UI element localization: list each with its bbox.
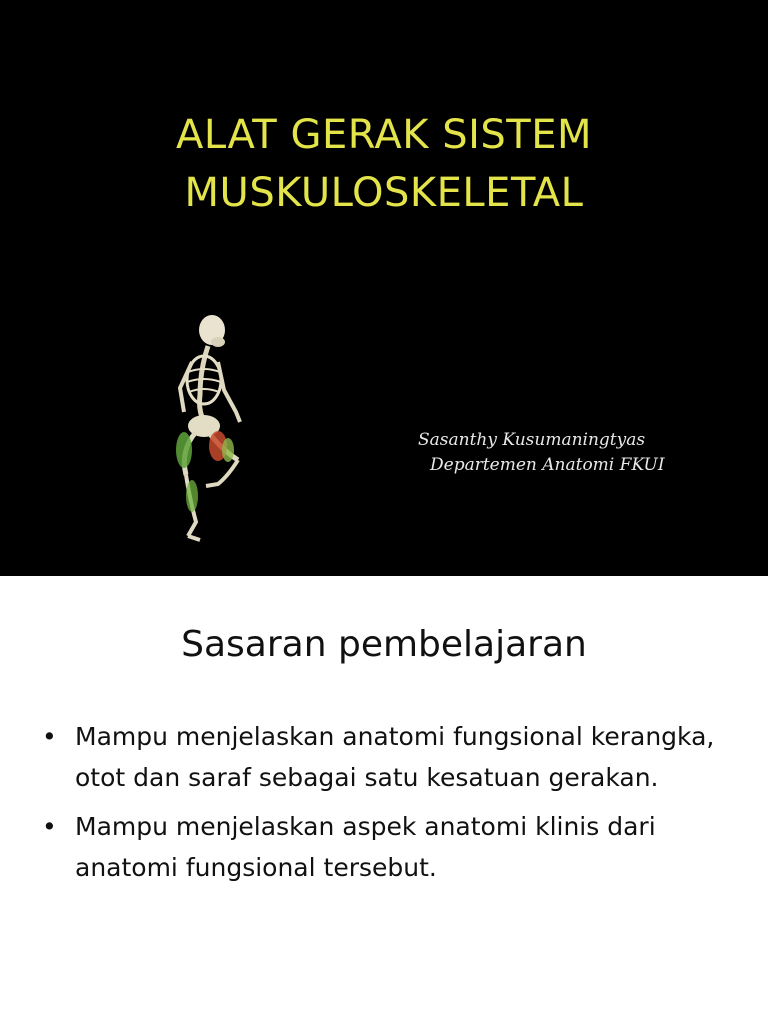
author-department: Departemen Anatomi FKUI	[430, 455, 665, 475]
objectives-list	[42, 716, 742, 896]
bullet-marker: •	[42, 812, 57, 841]
list-item-text: Mampu menjelaskan anatomi fungsional kerangka, otot dan saraf sebagai satu kesatuan gerakan.	[75, 722, 715, 792]
objectives-slide	[0, 576, 768, 1024]
author-block	[418, 428, 748, 478]
list-item	[42, 716, 742, 798]
skeleton-illustration	[100, 300, 300, 560]
title-line-2: MUSKULOSKELETAL	[184, 170, 584, 216]
title-line-1: ALAT GERAK SISTEM	[175, 112, 593, 158]
objectives-heading: Sasaran pembelajaran	[181, 624, 587, 665]
bullet-marker: •	[42, 722, 57, 751]
author-name: Sasanthy Kusumaningtyas	[418, 430, 646, 450]
list-item-text: Mampu menjelaskan aspek anatomi klinis dari anatomi fungsional tersebut.	[75, 812, 656, 882]
list-item	[42, 806, 742, 888]
slide-title	[0, 106, 768, 222]
